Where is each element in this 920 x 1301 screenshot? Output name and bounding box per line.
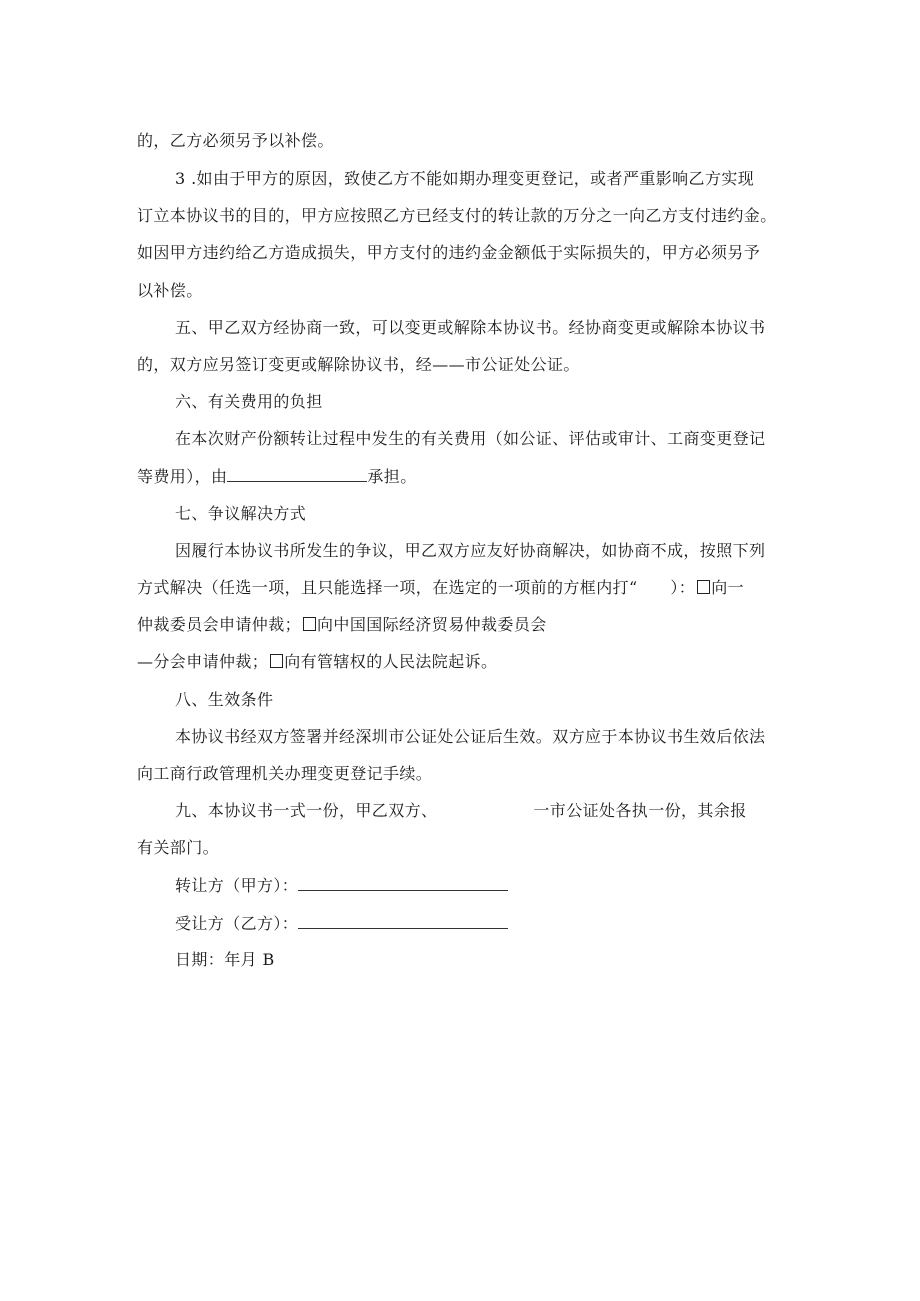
option-1-text: 向一 (711, 578, 744, 597)
option-1-text-cont: 仲裁委员会申请仲裁； (137, 615, 302, 634)
date-line: 日期：年月 B (175, 950, 275, 969)
section-seven-heading: 七、争议解决方式 (175, 504, 307, 523)
fee-bearer-suffix: 承担。 (367, 467, 417, 486)
transferee-label: 受让方（乙方）： (175, 914, 299, 933)
section-five-line: 五、甲乙双方经协商一致，可以变更或解除本协议书。经协商变更或解除本协议书 (175, 318, 766, 337)
dispute-option-line (137, 651, 497, 673)
checkbox-option-3[interactable] (270, 654, 283, 668)
paragraph-line: 在本次财产份额转让过程中发生的有关费用（如公证、评估或审计、工商变更登记 (175, 429, 766, 448)
dispute-instruction: 方式解决（任选一项，且只能选择一项，在选定的一项前的方框内打“ ）： (137, 578, 696, 597)
transferee-signature-blank[interactable] (298, 912, 508, 929)
transferor-signature-blank[interactable] (298, 874, 508, 891)
paragraph-line: 本协议书经双方签署并经深圳市公证处公证后生效。双方应于本协议书生效后依法 (175, 727, 766, 746)
clause-3-line: 3 .如由于甲方的原因，致使乙方不能如期办理变更登记，或者严重影响乙方实现 (175, 169, 755, 188)
paragraph-line: 的，双方应另签订变更或解除协议书，经——市公证处公证。 (137, 355, 580, 374)
transferor-signature-line (175, 874, 508, 897)
dispute-option-line (137, 577, 744, 599)
copies-suffix: 一市公证处各执一份，其余报 (533, 801, 747, 820)
section-eight-heading: 八、生效条件 (175, 690, 274, 709)
paragraph-line: 订立本协议书的目的，甲方应按照乙方已经支付的转让款的万分之一向乙方支付违约金。 (137, 206, 777, 225)
paragraph-line: 的，乙方必须另予以补偿。 (137, 131, 334, 150)
option-2-text: 向中国国际经济贸易仲裁委员会 (317, 615, 547, 634)
dispute-option-line (137, 614, 547, 636)
transferor-label: 转让方（甲方）： (175, 876, 299, 895)
option-2-text-cont: —分会申请仲裁； (137, 652, 269, 671)
checkbox-option-2[interactable] (303, 617, 316, 631)
option-3-text: 向有管辖权的人民法院起诉。 (284, 652, 498, 671)
section-six-heading: 六、有关费用的负担 (175, 392, 323, 411)
copies-prefix: 九、本协议书一式一份，甲乙双方、 (175, 801, 438, 820)
transferee-signature-line (175, 912, 508, 935)
paragraph-line: 以补偿。 (137, 281, 203, 300)
fee-bearer-blank (227, 465, 367, 482)
section-nine-line (175, 800, 747, 822)
checkbox-option-1[interactable] (697, 580, 710, 594)
paragraph-line: 因履行本协议书所发生的争议，甲乙双方应友好协商解决，如协商不成，按照下列 (175, 541, 766, 560)
fee-bearer-line (137, 465, 417, 488)
paragraph-line: 向工商行政管理机关办理变更登记手续。 (137, 764, 433, 783)
paragraph-line: 如因甲方违约给乙方造成损失，甲方支付的违约金金额低于实际损失的，甲方必须另予 (137, 243, 761, 262)
fee-bearer-prefix: 等费用），由 (137, 467, 228, 486)
paragraph-line: 有关部门。 (137, 838, 220, 857)
